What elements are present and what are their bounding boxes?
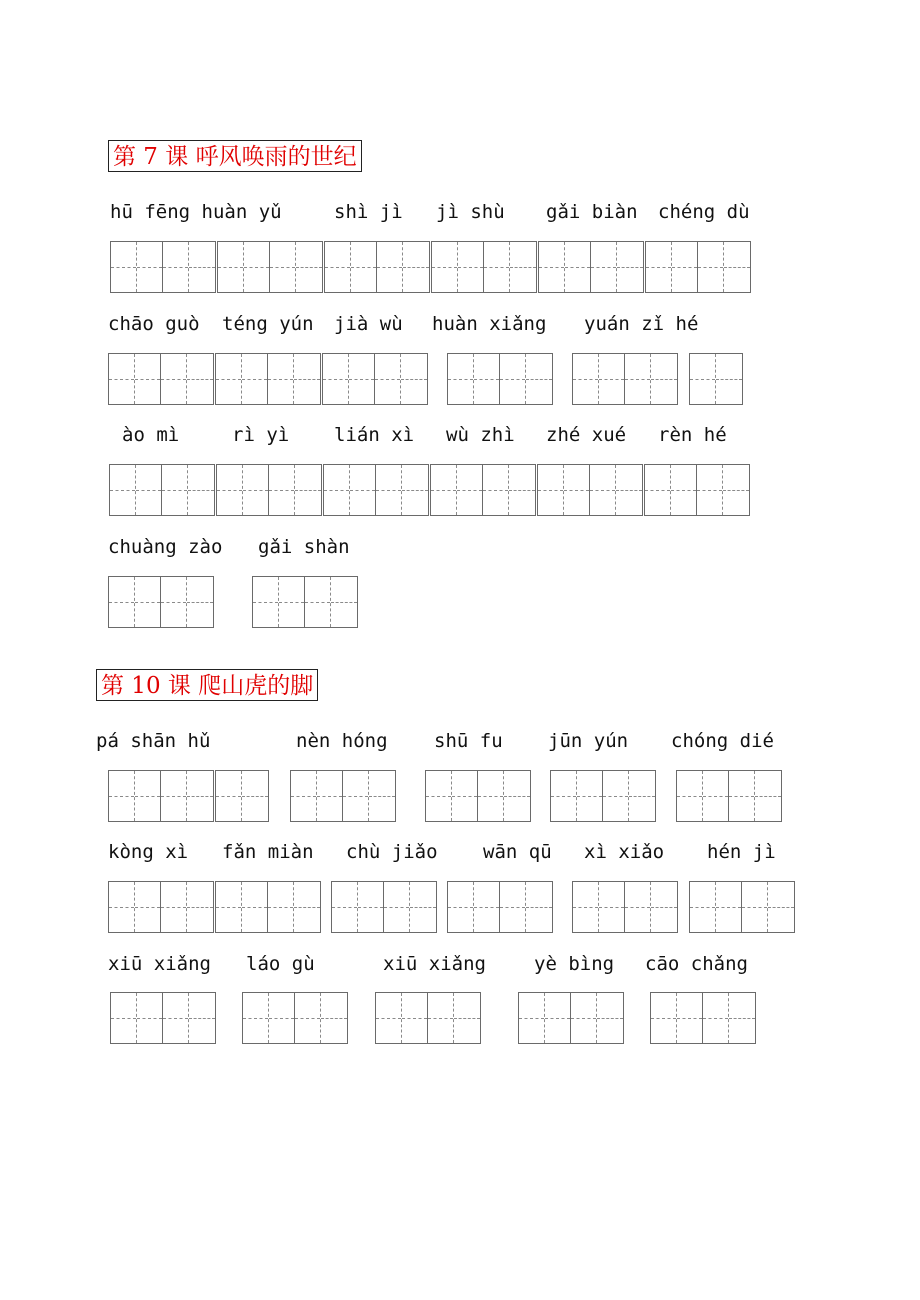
writing-grid[interactable]: [108, 576, 214, 628]
writing-grid[interactable]: [110, 241, 216, 293]
pinyin-word: yè bìng: [534, 953, 615, 975]
writing-grid[interactable]: [217, 241, 323, 293]
writing-grid[interactable]: [108, 353, 214, 405]
writing-grid[interactable]: [109, 464, 215, 516]
writing-grid[interactable]: [676, 770, 782, 822]
pinyin-word: jūn yún: [548, 730, 629, 752]
writing-grid[interactable]: [431, 241, 537, 293]
pinyin-word: nèn hóng: [296, 730, 388, 752]
pinyin-word: lián xì: [334, 424, 415, 446]
pinyin-word: wān qū: [483, 841, 552, 863]
pinyin-word: chāo guò: [108, 313, 200, 335]
pinyin-word: xì xiǎo: [584, 841, 665, 863]
pinyin-word: xiū xiǎng: [383, 953, 486, 975]
writing-grid[interactable]: [242, 992, 348, 1044]
pinyin-word: jià wù: [334, 313, 403, 335]
writing-grid[interactable]: [447, 881, 553, 933]
writing-grid[interactable]: [252, 576, 358, 628]
pinyin-word: gǎi shàn: [258, 536, 350, 558]
lesson-10-title: 第 10 课 爬山虎的脚: [96, 669, 318, 701]
writing-grid[interactable]: [650, 992, 756, 1044]
pinyin-word: hén jì: [707, 841, 776, 863]
writing-grid[interactable]: [518, 992, 624, 1044]
pinyin-word: hū fēng huàn yǔ: [110, 201, 282, 223]
writing-grid[interactable]: [425, 770, 531, 822]
writing-grid[interactable]: [430, 464, 536, 516]
writing-grid[interactable]: [572, 353, 678, 405]
writing-grid[interactable]: [375, 992, 481, 1044]
pinyin-word: chóng dié: [671, 730, 774, 752]
writing-grid[interactable]: [447, 353, 553, 405]
pinyin-word: kòng xì: [108, 841, 189, 863]
writing-grid[interactable]: [324, 241, 430, 293]
pinyin-word: zhé xué: [546, 424, 627, 446]
pinyin-word: fǎn miàn: [222, 841, 314, 863]
writing-grid[interactable]: [110, 992, 216, 1044]
writing-grid[interactable]: [689, 353, 743, 405]
writing-grid[interactable]: [689, 881, 795, 933]
writing-grid[interactable]: [537, 464, 643, 516]
writing-grid[interactable]: [216, 464, 322, 516]
pinyin-word: rì yì: [232, 424, 290, 446]
writing-grid[interactable]: [290, 770, 396, 822]
pinyin-word: gǎi biàn: [546, 201, 638, 223]
pinyin-word: chuàng zào: [108, 536, 223, 558]
pinyin-word: ào mì: [122, 424, 180, 446]
writing-grid[interactable]: [215, 881, 321, 933]
pinyin-word: pá shān hǔ: [96, 730, 211, 752]
pinyin-word: jì shù: [436, 201, 505, 223]
pinyin-word: rèn hé: [658, 424, 727, 446]
writing-grid[interactable]: [108, 881, 214, 933]
lesson-7-title: 第 7 课 呼风唤雨的世纪: [108, 140, 362, 172]
writing-grid[interactable]: [644, 464, 750, 516]
pinyin-word: xiū xiǎng: [108, 953, 211, 975]
pinyin-word: cāo chǎng: [645, 953, 748, 975]
writing-grid[interactable]: [108, 770, 214, 822]
pinyin-word: chù jiǎo: [346, 841, 438, 863]
pinyin-word: huàn xiǎng: [432, 313, 547, 335]
pinyin-word: shū fu: [434, 730, 503, 752]
writing-grid[interactable]: [215, 353, 321, 405]
writing-grid[interactable]: [322, 353, 428, 405]
writing-grid[interactable]: [331, 881, 437, 933]
writing-grid[interactable]: [323, 464, 429, 516]
writing-grid[interactable]: [645, 241, 751, 293]
writing-grid[interactable]: [215, 770, 269, 822]
pinyin-word: wù zhì: [446, 424, 515, 446]
pinyin-word: yuán zǐ hé: [584, 313, 699, 335]
writing-grid[interactable]: [572, 881, 678, 933]
pinyin-word: téng yún: [222, 313, 314, 335]
writing-grid[interactable]: [538, 241, 644, 293]
pinyin-word: shì jì: [334, 201, 403, 223]
pinyin-word: chéng dù: [658, 201, 750, 223]
writing-grid[interactable]: [550, 770, 656, 822]
pinyin-word: láo gù: [246, 953, 315, 975]
